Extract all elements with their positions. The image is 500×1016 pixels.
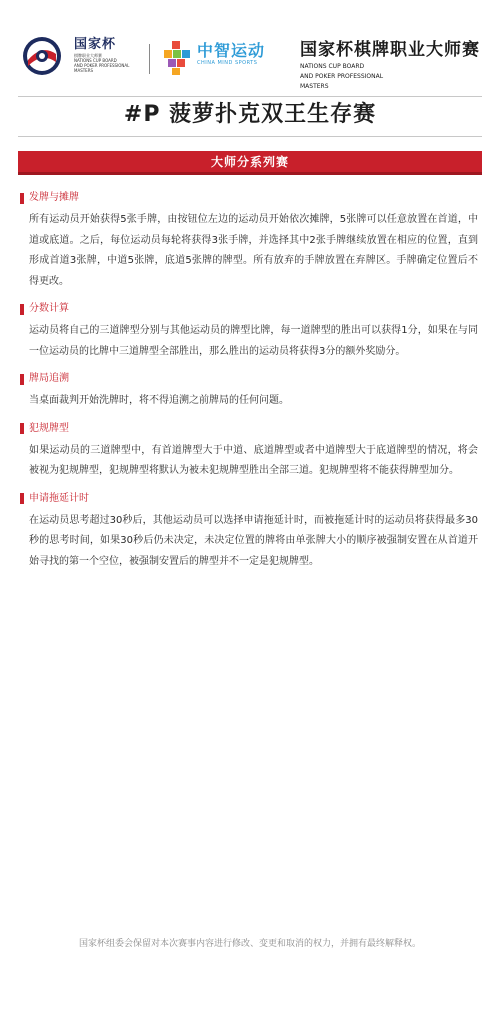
rule-title: 分数计算 [29, 303, 69, 314]
rule-body: 如果运动员的三道牌型中，有首道牌型大于中道、底道牌型或者中道牌型大于底道牌型的情况，将会被视为犯规牌型，犯规牌型将默认为被未犯规牌型胜出全部三道。犯规牌型将不能获得牌型加分。 [29, 444, 478, 476]
nations-cup-logo-cn: 国家杯 [74, 37, 117, 52]
section-marker-icon [20, 374, 24, 385]
china-mind-sports-cn: 中智运动 [197, 41, 266, 60]
nations-cup-emblem-icon [22, 36, 62, 76]
series-banner: 大师分系列赛 [18, 151, 482, 175]
nations-cup-logo-sub: 棋牌职业大师赛 [74, 53, 102, 58]
section-marker-icon [20, 304, 24, 315]
rule-header [20, 301, 478, 317]
rule-body: 所有运动员开始获得5张手牌，由按钮位左边的运动员开始依次摊牌，5张牌可以任意放置在首道，中道或底道。之后，每位运动员每轮将获得3张手牌，并选择其中2张手牌继续放置在相应的位置，直到形成首道3张牌，中道5张牌，底道5张牌的牌型。所有放弃的手牌放置在弃牌区。手牌确定位置后不得更改。 [29, 214, 478, 287]
rule-body: 当桌面裁判开始洗牌时，将不得追溯之前牌局的任何问题。 [29, 395, 289, 406]
title-bottom-divider [18, 136, 482, 137]
logo-divider [149, 44, 150, 74]
section-marker-icon [20, 493, 24, 504]
rule-time-extension [20, 491, 478, 573]
masters-logo-text [300, 40, 490, 90]
section-marker-icon [20, 193, 24, 204]
rule-header [20, 190, 478, 206]
title-top-divider [18, 96, 482, 97]
rule-dealing-and-showdown [20, 190, 478, 292]
china-mind-sports-logo-icon [162, 41, 192, 75]
china-mind-sports-logo-text [197, 42, 265, 67]
masters-logo-cn: 国家杯棋牌职业大师赛 [300, 40, 480, 60]
rule-header [20, 371, 478, 387]
nations-cup-logo-en-2: AND POKER PROFESSIONAL [74, 63, 130, 68]
page-header [0, 0, 500, 92]
rule-title: 牌局追溯 [29, 373, 69, 384]
rule-title: 申请拖延计时 [29, 492, 89, 504]
rule-header [20, 491, 478, 507]
footer-disclaimer: 国家杯组委会保留对本次赛事内容进行修改、变更和取消的权力，并拥有最终解释权。 [78, 939, 421, 949]
page-title: #P 菠萝扑克双王生存赛 [123, 102, 377, 127]
rule-foul-hand [20, 421, 478, 482]
rule-body: 运动员将自己的三道牌型分别与其他运动员的牌型比牌，每一道牌型的胜出可以获得1分，如果在与同一位运动员的比牌中三道牌型全部胜出，那么胜出的运动员将获得3分的额外奖励分。 [29, 325, 478, 357]
rule-title: 发牌与摊牌 [29, 192, 79, 203]
nations-cup-logo-en-1: NATIONS CUP BOARD [74, 58, 117, 63]
rule-header [20, 421, 478, 437]
section-marker-icon [20, 423, 24, 434]
nations-cup-logo-text [74, 38, 144, 73]
nations-cup-logo-en-3: MASTERS [74, 68, 94, 73]
masters-logo-en-2: AND POKER PROFESSIONAL [300, 73, 384, 80]
masters-logo-en-3: MASTERS [300, 83, 329, 90]
rule-title: 犯规牌型 [29, 422, 69, 434]
rule-body: 在运动员思考超过30秒后，其他运动员可以选择申请拖延计时，而被拖延计时的运动员将获得最多30秒的思考时间，如果30秒后仍未决定，未决定位置的牌将由单张牌大小的顺序被强制安置在从首道开始寻找的第一个空位，被强制安置后的牌型并不一定是犯规牌型。 [29, 514, 478, 567]
masters-logo-en-1: NATIONS CUP BOARD [300, 63, 365, 70]
rule-hand-retroactivity [20, 371, 478, 412]
rule-scoring [20, 301, 478, 362]
rules-list [20, 190, 478, 581]
china-mind-sports-en: CHINA MIND SPORTS [197, 60, 258, 66]
